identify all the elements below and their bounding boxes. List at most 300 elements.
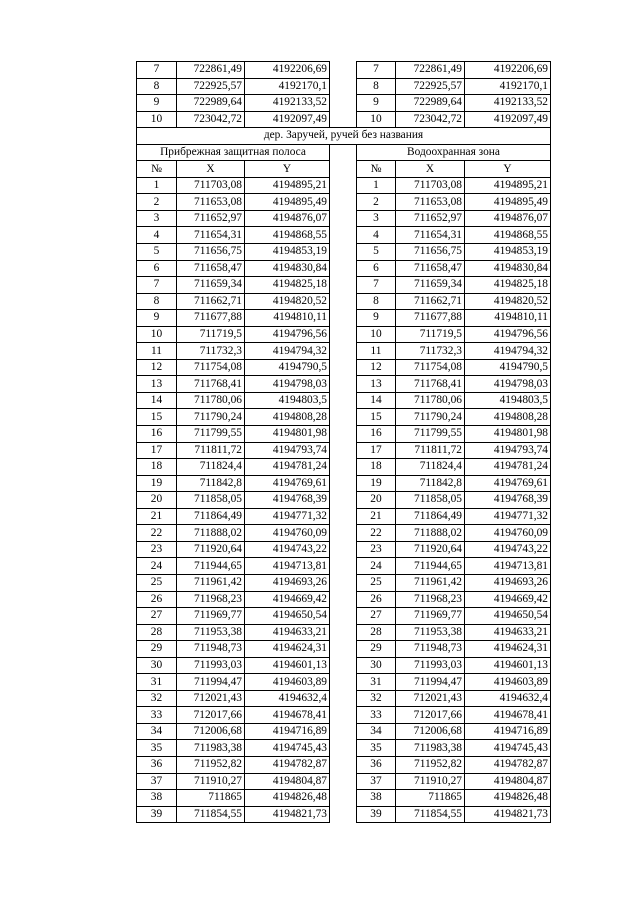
column-gap [330,426,357,443]
table-row [137,591,551,608]
y-coordinate: 4194868,55 [465,227,551,244]
point-number: 26 [357,591,396,608]
point-number: 39 [137,806,177,823]
y-coordinate: 4194771,32 [245,508,330,525]
point-number: 28 [137,624,177,641]
y-coordinate: 4194798,03 [245,376,330,393]
y-coordinate: 4194895,21 [245,177,330,194]
column-gap [330,144,357,161]
point-number: 37 [137,773,177,790]
point-number: 20 [357,492,396,509]
x-coordinate: 711799,55 [177,426,245,443]
y-coordinate: 4194853,19 [465,244,551,261]
column-gap [330,806,357,823]
column-gap [330,756,357,773]
x-coordinate: 711754,08 [396,359,465,376]
column-gap [330,62,357,79]
y-coordinate: 4192170,1 [465,78,551,95]
point-number: 7 [357,277,396,294]
y-coordinate: 4194810,11 [245,310,330,327]
table-row [137,277,551,294]
point-number: 34 [137,723,177,740]
y-coordinate: 4194713,81 [245,558,330,575]
table-row [137,541,551,558]
x-coordinate: 712021,43 [177,690,245,707]
table-row [137,359,551,376]
y-coordinate: 4194693,26 [465,574,551,591]
column-gap [330,690,357,707]
x-coordinate: 712017,66 [396,707,465,724]
y-coordinate: 4194603,89 [465,674,551,691]
x-coordinate: 711920,64 [177,541,245,558]
point-number: 35 [137,740,177,757]
y-coordinate: 4194794,32 [245,343,330,360]
x-coordinate: 711677,88 [396,310,465,327]
x-coordinate: 711952,82 [396,756,465,773]
x-coordinate: 711780,06 [177,392,245,409]
y-coordinate: 4194716,89 [245,723,330,740]
point-number: 5 [137,244,177,261]
point-number: 39 [357,806,396,823]
x-coordinate: 711952,82 [177,756,245,773]
right-zone-title: Водоохранная зона [357,144,551,161]
y-coordinate: 4194895,49 [465,194,551,211]
point-number: 21 [137,508,177,525]
table-row [137,508,551,525]
x-coordinate: 711910,27 [396,773,465,790]
y-coordinate: 4192097,49 [245,111,330,128]
table-row [137,111,551,128]
point-number: 1 [357,177,396,194]
table-row [137,723,551,740]
x-coordinate: 722989,64 [396,95,465,112]
point-number: 28 [357,624,396,641]
point-number: 18 [137,459,177,476]
table-row [137,492,551,509]
x-coordinate: 711994,47 [396,674,465,691]
x-coordinate: 711719,5 [177,326,245,343]
column-gap [330,657,357,674]
column-gap [330,492,357,509]
x-coordinate: 722925,57 [177,78,245,95]
x-coordinate: 712006,68 [396,723,465,740]
point-number: 10 [137,326,177,343]
y-coordinate: 4192170,1 [245,78,330,95]
x-coordinate: 711968,23 [177,591,245,608]
x-coordinate: 712006,68 [177,723,245,740]
y-coordinate: 4194876,07 [465,210,551,227]
header-x: X [396,161,465,178]
column-gap [330,392,357,409]
x-coordinate: 711953,38 [396,624,465,641]
table-row [137,624,551,641]
y-coordinate: 4194825,18 [245,277,330,294]
x-coordinate: 711656,75 [396,244,465,261]
x-coordinate: 711888,02 [177,525,245,542]
x-coordinate: 711703,08 [177,177,245,194]
column-gap [330,177,357,194]
y-coordinate: 4194793,74 [465,442,551,459]
coordinates-table [136,61,551,823]
table-row [137,740,551,757]
column-gap [330,244,357,261]
point-number: 24 [357,558,396,575]
point-number: 23 [357,541,396,558]
y-coordinate: 4194760,09 [465,525,551,542]
point-number: 36 [137,756,177,773]
column-gap [330,558,357,575]
table-row [137,78,551,95]
x-coordinate: 711677,88 [177,310,245,327]
x-coordinate: 711920,64 [396,541,465,558]
point-number: 19 [357,475,396,492]
point-number: 5 [357,244,396,261]
y-coordinate: 4192133,52 [245,95,330,112]
y-coordinate: 4194798,03 [465,376,551,393]
x-coordinate: 711961,42 [177,574,245,591]
x-coordinate: 711983,38 [177,740,245,757]
table-row [137,657,551,674]
point-number: 2 [357,194,396,211]
column-gap [330,310,357,327]
y-coordinate: 4194804,87 [245,773,330,790]
x-coordinate: 711659,34 [396,277,465,294]
x-coordinate: 711653,08 [177,194,245,211]
x-coordinate: 722861,49 [396,62,465,79]
point-number: 29 [137,641,177,658]
x-coordinate: 712017,66 [177,707,245,724]
point-number: 8 [357,78,396,95]
top-rows-group [137,62,551,128]
point-number: 7 [357,62,396,79]
point-number: 14 [357,392,396,409]
x-coordinate: 711948,73 [396,641,465,658]
x-coordinate: 711654,31 [396,227,465,244]
column-gap [330,409,357,426]
y-coordinate: 4194632,4 [245,690,330,707]
y-coordinate: 4194793,74 [245,442,330,459]
section-header [137,128,551,178]
y-coordinate: 4192133,52 [465,95,551,112]
y-coordinate: 4194810,11 [465,310,551,327]
point-number: 20 [137,492,177,509]
column-gap [330,277,357,294]
zone-titles-row [137,144,551,161]
table-row [137,756,551,773]
point-number: 15 [137,409,177,426]
x-coordinate: 711732,3 [396,343,465,360]
column-gap [330,326,357,343]
x-coordinate: 711864,49 [177,508,245,525]
point-number: 16 [137,426,177,443]
y-coordinate: 4194796,56 [245,326,330,343]
column-gap [330,442,357,459]
x-coordinate: 711790,24 [396,409,465,426]
table-row [137,442,551,459]
x-coordinate: 711944,65 [396,558,465,575]
point-number: 25 [357,574,396,591]
column-gap [330,194,357,211]
point-number: 35 [357,740,396,757]
table-row [137,707,551,724]
y-coordinate: 4194601,13 [465,657,551,674]
point-number: 31 [357,674,396,691]
column-gap [330,591,357,608]
x-coordinate: 711864,49 [396,508,465,525]
table-row [137,525,551,542]
y-coordinate: 4194650,54 [465,608,551,625]
column-gap [330,475,357,492]
x-coordinate: 711780,06 [396,392,465,409]
y-coordinate: 4194771,32 [465,508,551,525]
point-number: 17 [137,442,177,459]
point-number: 16 [357,426,396,443]
x-coordinate: 711656,75 [177,244,245,261]
column-gap [330,608,357,625]
point-number: 8 [137,293,177,310]
x-coordinate: 711993,03 [396,657,465,674]
y-coordinate: 4194821,73 [465,806,551,823]
point-number: 7 [137,277,177,294]
table-row [137,62,551,79]
y-coordinate: 4194826,48 [465,790,551,807]
column-gap [330,227,357,244]
x-coordinate: 711993,03 [177,657,245,674]
x-coordinate: 711865 [177,790,245,807]
point-number: 2 [137,194,177,211]
y-coordinate: 4194745,43 [245,740,330,757]
column-gap [330,525,357,542]
x-coordinate: 711662,71 [396,293,465,310]
point-number: 12 [137,359,177,376]
column-gap [330,95,357,112]
left-zone-title: Прибрежная защитная полоса [137,144,330,161]
point-number: 4 [357,227,396,244]
header-number: № [137,161,177,178]
y-coordinate: 4194768,39 [465,492,551,509]
column-gap [330,161,357,178]
x-coordinate: 711662,71 [177,293,245,310]
point-number: 14 [137,392,177,409]
y-coordinate: 4194868,55 [245,227,330,244]
y-coordinate: 4194760,09 [245,525,330,542]
point-number: 27 [137,608,177,625]
x-coordinate: 711888,02 [396,525,465,542]
point-number: 32 [137,690,177,707]
column-gap [330,624,357,641]
table-row [137,459,551,476]
table-row [137,210,551,227]
header-y: Y [245,161,330,178]
y-coordinate: 4194633,21 [465,624,551,641]
point-number: 10 [137,111,177,128]
point-number: 36 [357,756,396,773]
x-coordinate: 711652,97 [396,210,465,227]
point-number: 38 [357,790,396,807]
column-gap [330,723,357,740]
table-row [137,177,551,194]
y-coordinate: 4194678,41 [245,707,330,724]
point-number: 11 [137,343,177,360]
table-row [137,343,551,360]
x-coordinate: 711754,08 [177,359,245,376]
column-gap [330,707,357,724]
x-coordinate: 711944,65 [177,558,245,575]
point-number: 11 [357,343,396,360]
table-row [137,326,551,343]
y-coordinate: 4194743,22 [465,541,551,558]
y-coordinate: 4194713,81 [465,558,551,575]
y-coordinate: 4194624,31 [465,641,551,658]
x-coordinate: 711969,77 [177,608,245,625]
point-number: 12 [357,359,396,376]
column-gap [330,790,357,807]
x-coordinate: 711969,77 [396,608,465,625]
y-coordinate: 4194669,42 [245,591,330,608]
x-coordinate: 711824,4 [177,459,245,476]
y-coordinate: 4194808,28 [465,409,551,426]
point-number: 37 [357,773,396,790]
y-coordinate: 4194801,98 [465,426,551,443]
point-number: 6 [137,260,177,277]
y-coordinate: 4194782,87 [465,756,551,773]
x-coordinate: 711910,27 [177,773,245,790]
table-row [137,790,551,807]
x-coordinate: 711953,38 [177,624,245,641]
y-coordinate: 4194803,5 [465,392,551,409]
table-row [137,641,551,658]
x-coordinate: 711703,08 [396,177,465,194]
y-coordinate: 4194601,13 [245,657,330,674]
x-coordinate: 711842,8 [177,475,245,492]
point-number: 10 [357,326,396,343]
table-row [137,806,551,823]
point-number: 26 [137,591,177,608]
y-coordinate: 4192206,69 [245,62,330,79]
point-number: 7 [137,62,177,79]
x-coordinate: 711768,41 [177,376,245,393]
x-coordinate: 711653,08 [396,194,465,211]
x-coordinate: 722861,49 [177,62,245,79]
y-coordinate: 4194876,07 [245,210,330,227]
y-coordinate: 4194769,61 [465,475,551,492]
column-gap [330,111,357,128]
point-number: 34 [357,723,396,740]
y-coordinate: 4194803,5 [245,392,330,409]
y-coordinate: 4194804,87 [465,773,551,790]
table-row [137,475,551,492]
y-coordinate: 4194796,56 [465,326,551,343]
header-x: X [177,161,245,178]
y-coordinate: 4194820,52 [245,293,330,310]
point-number: 24 [137,558,177,575]
column-gap [330,78,357,95]
header-y: Y [465,161,551,178]
y-coordinate: 4192206,69 [465,62,551,79]
y-coordinate: 4194808,28 [245,409,330,426]
x-coordinate: 711799,55 [396,426,465,443]
x-coordinate: 711858,05 [177,492,245,509]
column-gap [330,574,357,591]
column-gap [330,459,357,476]
column-gap [330,260,357,277]
point-number: 23 [137,541,177,558]
column-gap [330,210,357,227]
column-gap [330,773,357,790]
table-row [137,409,551,426]
x-coordinate: 723042,72 [396,111,465,128]
table-row [137,310,551,327]
y-coordinate: 4194624,31 [245,641,330,658]
column-gap [330,293,357,310]
point-number: 25 [137,574,177,591]
point-number: 3 [137,210,177,227]
table-row [137,227,551,244]
table-row [137,260,551,277]
point-number: 30 [357,657,396,674]
column-gap [330,359,357,376]
y-coordinate: 4194693,26 [245,574,330,591]
x-coordinate: 711865 [396,790,465,807]
point-number: 18 [357,459,396,476]
x-coordinate: 711824,4 [396,459,465,476]
y-coordinate: 4194790,5 [465,359,551,376]
point-number: 30 [137,657,177,674]
point-number: 13 [137,376,177,393]
column-gap [330,641,357,658]
y-coordinate: 4194669,42 [465,591,551,608]
x-coordinate: 711658,47 [177,260,245,277]
x-coordinate: 711968,23 [396,591,465,608]
table-row [137,194,551,211]
y-coordinate: 4192097,49 [465,111,551,128]
point-number: 6 [357,260,396,277]
x-coordinate: 711994,47 [177,674,245,691]
x-coordinate: 711659,34 [177,277,245,294]
table-row [137,244,551,261]
x-coordinate: 711652,97 [177,210,245,227]
point-number: 38 [137,790,177,807]
x-coordinate: 711854,55 [177,806,245,823]
y-coordinate: 4194650,54 [245,608,330,625]
y-coordinate: 4194632,4 [465,690,551,707]
y-coordinate: 4194830,84 [245,260,330,277]
x-coordinate: 711842,8 [396,475,465,492]
point-number: 31 [137,674,177,691]
x-coordinate: 711790,24 [177,409,245,426]
point-number: 9 [357,310,396,327]
point-number: 1 [137,177,177,194]
point-number: 9 [137,95,177,112]
y-coordinate: 4194820,52 [465,293,551,310]
point-number: 22 [137,525,177,542]
point-number: 32 [357,690,396,707]
x-coordinate: 711719,5 [396,326,465,343]
point-number: 4 [137,227,177,244]
point-number: 22 [357,525,396,542]
y-coordinate: 4194801,98 [245,426,330,443]
y-coordinate: 4194895,49 [245,194,330,211]
point-number: 29 [357,641,396,658]
y-coordinate: 4194781,24 [245,459,330,476]
y-coordinate: 4194603,89 [245,674,330,691]
point-number: 8 [357,293,396,310]
column-headers-row [137,161,551,178]
x-coordinate: 711854,55 [396,806,465,823]
x-coordinate: 711811,72 [396,442,465,459]
point-number: 19 [137,475,177,492]
table-row [137,376,551,393]
